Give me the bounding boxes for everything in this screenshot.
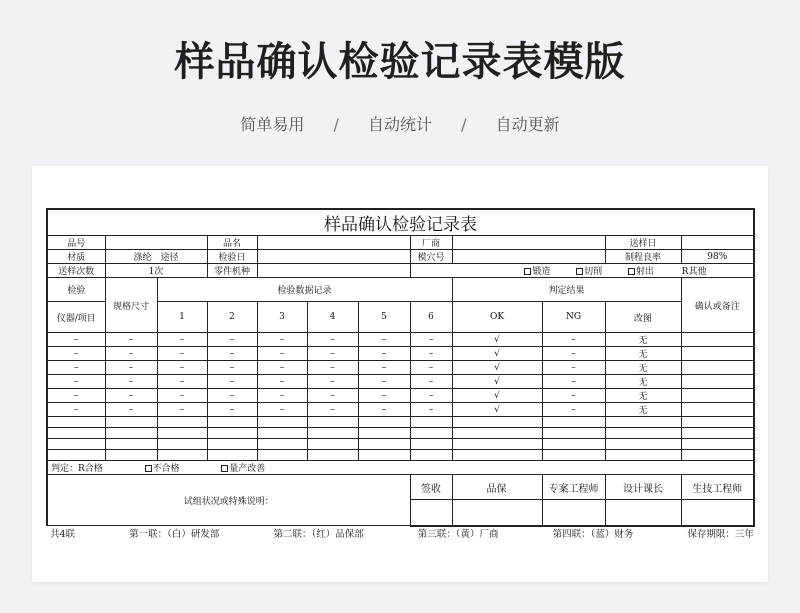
forge-option-label: 锻造: [532, 267, 551, 277]
cell[interactable]: –: [410, 375, 452, 389]
empty-cell[interactable]: [257, 450, 307, 461]
empty-cell[interactable]: [410, 439, 452, 450]
cell[interactable]: –: [105, 347, 157, 361]
cell[interactable]: –: [207, 333, 257, 347]
table-row: [47, 375, 754, 389]
modify-cell[interactable]: 无: [605, 333, 681, 347]
yield-value[interactable]: 98%: [681, 250, 754, 264]
info-row-2: [47, 250, 754, 264]
production-engineer-value[interactable]: [681, 500, 754, 526]
empty-cell[interactable]: [157, 439, 207, 450]
cell[interactable]: –: [207, 403, 257, 417]
cell[interactable]: –: [257, 347, 307, 361]
copy-4: 第四联：（蓝）财务: [552, 529, 634, 540]
material-label: 材质: [47, 250, 105, 264]
empty-cell[interactable]: [542, 439, 605, 450]
empty-cell[interactable]: [452, 428, 542, 439]
empty-cell[interactable]: [47, 428, 105, 439]
instrument-header: 仪器/项目: [47, 302, 105, 333]
ok-header: OK: [452, 302, 542, 333]
empty-row: [47, 417, 754, 428]
empty-cell[interactable]: [307, 450, 358, 461]
process-options: [410, 264, 754, 278]
ok-cell[interactable]: √: [452, 375, 542, 389]
cell[interactable]: –: [105, 375, 157, 389]
subtitle-separator: /: [333, 115, 339, 134]
cell[interactable]: –: [410, 403, 452, 417]
empty-cell[interactable]: [542, 450, 605, 461]
cell[interactable]: –: [207, 375, 257, 389]
cell[interactable]: –: [257, 389, 307, 403]
form-title: 样品确认检验记录表: [47, 209, 754, 236]
empty-cell[interactable]: [605, 439, 681, 450]
factory-value[interactable]: [452, 236, 605, 250]
info-row-1: [47, 236, 754, 250]
cell[interactable]: –: [257, 375, 307, 389]
form-title-row: [47, 209, 754, 236]
sample-date-value[interactable]: [681, 236, 754, 250]
cavity-label: 模穴号: [410, 250, 452, 264]
cell[interactable]: –: [410, 333, 452, 347]
empty-cell[interactable]: [307, 428, 358, 439]
col-header-4: 4: [307, 302, 358, 333]
empty-cell[interactable]: [681, 450, 754, 461]
cell[interactable]: –: [257, 403, 307, 417]
project-engineer-label: 专案工程师: [542, 475, 605, 500]
empty-cell[interactable]: [207, 439, 257, 450]
empty-cell[interactable]: [105, 450, 157, 461]
empty-cell[interactable]: [605, 417, 681, 428]
empty-cell[interactable]: [207, 428, 257, 439]
cell[interactable]: –: [157, 361, 207, 375]
fail-option-label: 不合格: [152, 464, 180, 474]
table-head-row-1: [47, 278, 754, 302]
copy-2: 第二联：（红）品保部: [273, 529, 364, 540]
subtitle-separator: /: [461, 115, 467, 134]
col-header-2: 2: [207, 302, 257, 333]
cell[interactable]: –: [358, 361, 410, 375]
note-cell[interactable]: [681, 361, 754, 375]
subtitle-item-auto-update: 自动更新: [495, 115, 560, 134]
part-name-label: 品名: [207, 236, 257, 250]
empty-cell[interactable]: [358, 450, 410, 461]
empty-row: [47, 428, 754, 439]
form-footer: [50, 526, 754, 540]
empty-cell[interactable]: [105, 439, 157, 450]
note-cell[interactable]: [681, 333, 754, 347]
table-row: [47, 333, 754, 347]
col-header-6: 6: [410, 302, 452, 333]
cell[interactable]: –: [257, 333, 307, 347]
empty-cell[interactable]: [452, 417, 542, 428]
ng-cell[interactable]: –: [542, 403, 605, 417]
table-row: [47, 347, 754, 361]
fail-checkbox[interactable]: [145, 465, 152, 472]
cavity-value[interactable]: [452, 250, 605, 264]
table-row: [47, 361, 754, 375]
cell[interactable]: –: [47, 389, 105, 403]
modify-cell[interactable]: 无: [605, 403, 681, 417]
empty-cell[interactable]: [605, 428, 681, 439]
design-chief-value[interactable]: [605, 500, 681, 526]
part-type-value[interactable]: [257, 264, 410, 278]
col-header-3: 3: [257, 302, 307, 333]
cell[interactable]: –: [207, 361, 257, 375]
sign-receive-label: 签收: [410, 475, 452, 500]
improve-checkbox[interactable]: [221, 465, 228, 472]
sample-count-label: 送样次数: [47, 264, 105, 278]
cell[interactable]: –: [157, 389, 207, 403]
improve-option-label: 量产改善: [229, 464, 266, 474]
empty-cell[interactable]: [358, 439, 410, 450]
col-header-1: 1: [157, 302, 207, 333]
design-chief-label: 设计课长: [605, 475, 681, 500]
ng-cell[interactable]: –: [542, 361, 605, 375]
cell[interactable]: –: [157, 347, 207, 361]
cell[interactable]: –: [105, 333, 157, 347]
inspect-date-label: 检验日: [207, 250, 257, 264]
confirm-note-header: 确认或备注: [681, 278, 754, 333]
quality-label: 品保: [452, 475, 542, 500]
modify-cell[interactable]: 无: [605, 375, 681, 389]
empty-cell[interactable]: [410, 428, 452, 439]
empty-cell[interactable]: [47, 450, 105, 461]
inject-checkbox[interactable]: [628, 268, 635, 275]
modify-cell[interactable]: 无: [605, 347, 681, 361]
subtitle: [0, 112, 800, 135]
subtitle-item-auto-stats: 自动统计: [367, 115, 432, 134]
cell[interactable]: –: [307, 403, 358, 417]
cell[interactable]: –: [358, 375, 410, 389]
cut-checkbox[interactable]: [576, 268, 583, 275]
empty-cell[interactable]: [47, 417, 105, 428]
copy-1: 第一联：（白）研发部: [129, 529, 220, 540]
empty-cell[interactable]: [605, 450, 681, 461]
empty-cell[interactable]: [307, 417, 358, 428]
judge-result-header: 判定结果: [452, 278, 681, 302]
note-cell[interactable]: [681, 375, 754, 389]
sign-receive-value[interactable]: [410, 500, 452, 526]
cell[interactable]: –: [105, 361, 157, 375]
cell[interactable]: –: [157, 403, 207, 417]
cell[interactable]: –: [307, 375, 358, 389]
note-cell[interactable]: [681, 347, 754, 361]
cell[interactable]: –: [307, 389, 358, 403]
cell[interactable]: –: [207, 347, 257, 361]
trial-note-label: 试组状况或特殊说明：: [183, 496, 274, 507]
table-row: [47, 403, 754, 417]
empty-row: [47, 450, 754, 461]
judge-row: [47, 461, 754, 475]
empty-cell[interactable]: [257, 417, 307, 428]
cell[interactable]: –: [105, 389, 157, 403]
empty-cell[interactable]: [358, 428, 410, 439]
empty-cell[interactable]: [157, 417, 207, 428]
modify-header: 改图: [605, 302, 681, 333]
ng-cell[interactable]: –: [542, 333, 605, 347]
empty-cell[interactable]: [452, 439, 542, 450]
ok-cell[interactable]: √: [452, 403, 542, 417]
sample-count-value[interactable]: 1次: [105, 264, 207, 278]
empty-cell[interactable]: [681, 417, 754, 428]
cell[interactable]: –: [307, 347, 358, 361]
empty-cell[interactable]: [542, 428, 605, 439]
cell[interactable]: –: [157, 375, 207, 389]
part-type-label: 零件机种: [207, 264, 257, 278]
form-card: [32, 166, 768, 582]
cell[interactable]: –: [358, 389, 410, 403]
copies-count: 共4联: [50, 529, 76, 540]
yield-label: 制程良率: [605, 250, 681, 264]
empty-cell[interactable]: [105, 428, 157, 439]
inspect-header: 检验: [47, 278, 105, 302]
data-record-header: 检验数据记录: [157, 278, 452, 302]
ng-cell[interactable]: –: [542, 389, 605, 403]
empty-row: [47, 439, 754, 450]
cell[interactable]: –: [410, 347, 452, 361]
cell[interactable]: –: [47, 333, 105, 347]
judge-options: [47, 461, 754, 475]
retention-period: 保存期限：三年: [687, 529, 754, 540]
ok-cell[interactable]: √: [452, 389, 542, 403]
forge-checkbox[interactable]: [524, 268, 531, 275]
other-option-label[interactable]: R其他: [681, 267, 707, 277]
material-value[interactable]: 涤纶 途径: [105, 250, 207, 264]
empty-cell[interactable]: [358, 417, 410, 428]
cell[interactable]: –: [105, 403, 157, 417]
cell[interactable]: –: [410, 361, 452, 375]
cell[interactable]: –: [307, 333, 358, 347]
part-no-label: 品号: [47, 236, 105, 250]
cell[interactable]: –: [47, 403, 105, 417]
cell[interactable]: –: [358, 333, 410, 347]
copy-3: 第三联：（黄）厂商: [417, 529, 499, 540]
info-row-3: [47, 264, 754, 278]
empty-cell[interactable]: [410, 450, 452, 461]
empty-cell[interactable]: [681, 428, 754, 439]
ng-cell[interactable]: –: [542, 347, 605, 361]
empty-cell[interactable]: [257, 428, 307, 439]
quality-value[interactable]: [452, 500, 542, 526]
empty-cell[interactable]: [452, 450, 542, 461]
note-cell[interactable]: [681, 389, 754, 403]
cut-option-label: 切削: [584, 267, 603, 277]
cell[interactable]: –: [207, 389, 257, 403]
ng-header: NG: [542, 302, 605, 333]
empty-cell[interactable]: [410, 417, 452, 428]
empty-cell[interactable]: [307, 439, 358, 450]
inject-option-label: 射出: [635, 267, 654, 277]
pass-option-label[interactable]: 判定：R合格: [51, 464, 103, 474]
part-no-value[interactable]: [105, 236, 207, 250]
inspect-date-value[interactable]: [257, 250, 410, 264]
cell[interactable]: –: [358, 403, 410, 417]
part-name-value[interactable]: [257, 236, 410, 250]
note-cell[interactable]: [681, 403, 754, 417]
factory-label: 厂商: [410, 236, 452, 250]
empty-cell[interactable]: [47, 439, 105, 450]
empty-cell[interactable]: [542, 417, 605, 428]
trial-note-cell[interactable]: [47, 475, 410, 526]
cell[interactable]: –: [410, 389, 452, 403]
cell[interactable]: –: [257, 361, 307, 375]
ok-cell[interactable]: √: [452, 347, 542, 361]
empty-cell[interactable]: [105, 417, 157, 428]
cell[interactable]: –: [47, 361, 105, 375]
production-engineer-label: 生技工程师: [681, 475, 754, 500]
cell[interactable]: –: [47, 375, 105, 389]
page-title: 样品确认检验记录表模版: [174, 39, 626, 85]
empty-cell[interactable]: [207, 450, 257, 461]
cell[interactable]: –: [47, 347, 105, 361]
subtitle-item-easy: 简单易用: [240, 115, 305, 134]
cell[interactable]: –: [307, 361, 358, 375]
cell[interactable]: –: [157, 333, 207, 347]
empty-cell[interactable]: [157, 428, 207, 439]
cell[interactable]: –: [358, 347, 410, 361]
empty-cell[interactable]: [157, 450, 207, 461]
empty-cell[interactable]: [207, 417, 257, 428]
project-engineer-value[interactable]: [542, 500, 605, 526]
modify-cell[interactable]: 无: [605, 389, 681, 403]
empty-cell[interactable]: [681, 439, 754, 450]
spec-size-header: 规格尺寸: [105, 278, 157, 333]
table-row: [47, 389, 754, 403]
inspection-form-table: [46, 208, 755, 527]
ok-cell[interactable]: √: [452, 361, 542, 375]
modify-cell[interactable]: 无: [605, 361, 681, 375]
sample-date-label: 送样日: [605, 236, 681, 250]
ng-cell[interactable]: –: [542, 375, 605, 389]
empty-cell[interactable]: [257, 439, 307, 450]
ok-cell[interactable]: √: [452, 333, 542, 347]
col-header-5: 5: [358, 302, 410, 333]
sign-row-1: [47, 475, 754, 500]
